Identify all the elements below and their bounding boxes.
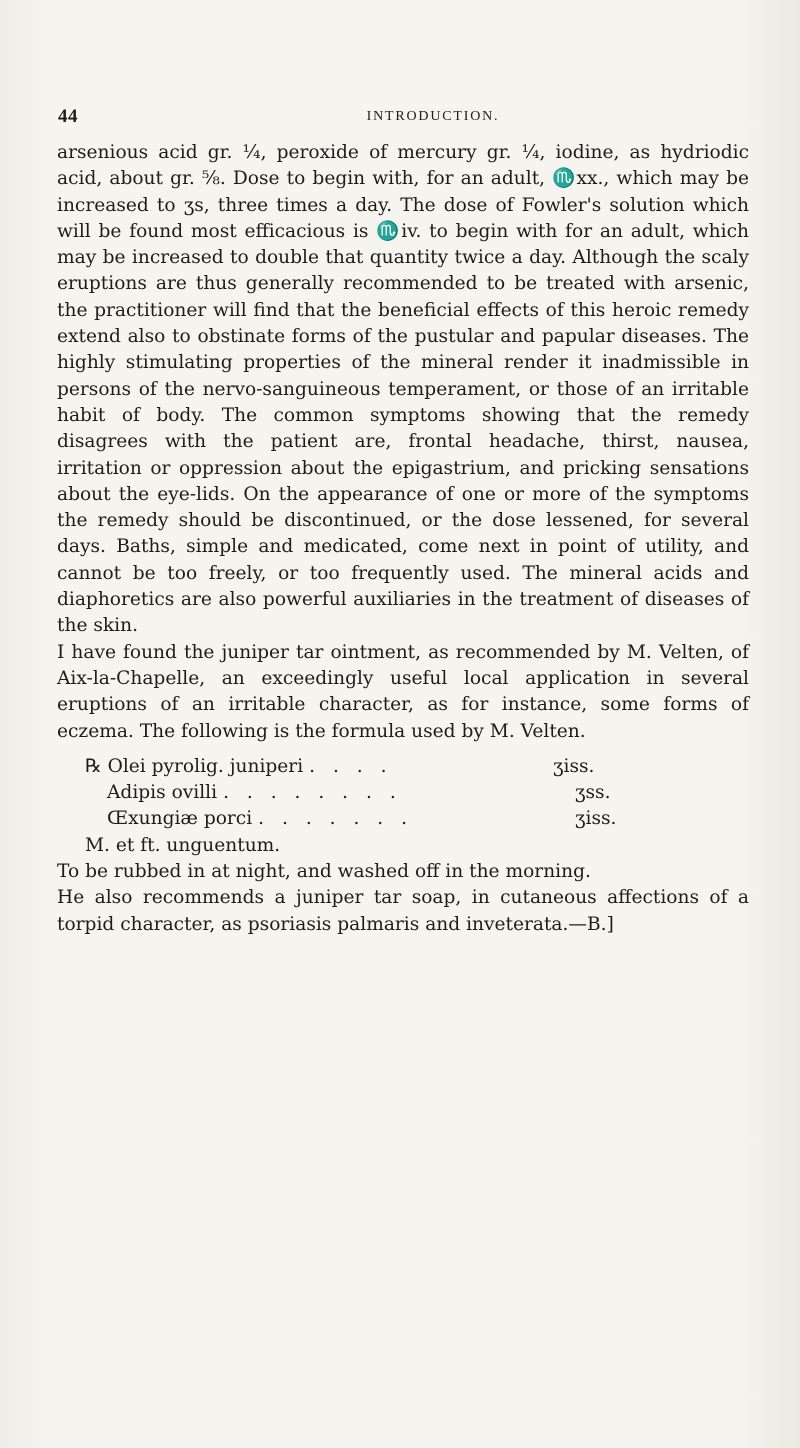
formula-leader-dots: . . . . . . . — [258, 808, 414, 830]
formula-quantity: ʒss. — [575, 782, 611, 804]
formula-row — [85, 780, 627, 806]
formula-row — [85, 806, 627, 832]
paragraph-arsenic-treatment: arsenious acid gr. ¼, peroxide of mercury gr. ¼, iodine, as hydriodic acid, about gr. ⅝. Dose to begin with, for an adult, ♏xx., which may be increased to ʒs, three times a day. The dose of Fowler's solution which will be found most efficacious is ♏iv. to begin with for an adult, which may be increased to double that quantity twice a day. Although the scaly eruptions are thus generally recommended to be treated with arsenic, the practitioner will find that the beneficial effects of this heroic remedy extend also to obstinate forms of the pustular and papular diseases. The highly stimulating properties of the mineral render it inadmissible in persons of the nervo-sanguineous temperament, or those of an irritable habit of body. The common symptoms showing that the remedy disagrees with the patient are, frontal headache, thirst, nausea, irritation or oppression about the epigastrium, and pricking sensations about the eye-lids. On the appearance of one or more of the symptoms the remedy should be discontinued, or the dose lessened, for several days. Baths, simple and medicated, come next in point of utility, and cannot be too freely, or too frequently used. The mineral acids and diaphoretics are also powerful auxiliaries in the treatment of diseases of the skin. — [57, 142, 749, 637]
body-text — [57, 140, 749, 938]
paragraph-juniper-soap: He also recommends a juniper tar soap, in cutaneous affections of a torpid character, as psoriasis palmaris and inveterata.—B.] — [57, 887, 749, 935]
formula-quantity: ʒiss. — [553, 755, 595, 777]
prescription-formula — [57, 754, 749, 859]
paragraph-application-instructions: To be rubbed in at night, and washed off in the morning. — [57, 861, 591, 883]
formula-row — [85, 754, 605, 780]
paragraph-juniper-ointment: I have found the juniper tar ointment, as recommended by M. Velten, of Aix-la-Chapelle, an exceedingly useful local application in several eruptions of an irritable character, as for instance, some forms of eczema. The following is the formula used by M. Velten. — [57, 641, 749, 742]
page-header — [58, 106, 748, 130]
page-number: 44 — [58, 106, 78, 127]
formula-quantity: ʒiss. — [575, 808, 617, 830]
formula-leader-dots: . . . . — [309, 755, 393, 777]
formula-ingredient: ℞ Olei pyrolig. juniperi — [85, 755, 304, 777]
running-head: INTRODUCTION. — [366, 109, 500, 124]
formula-ingredient: Œxungiæ porci — [107, 808, 253, 830]
formula-ingredient: Adipis ovilli — [107, 782, 218, 804]
formula-closing: M. et ft. unguentum. — [85, 834, 281, 856]
formula-leader-dots: . . . . . . . . — [223, 782, 402, 804]
